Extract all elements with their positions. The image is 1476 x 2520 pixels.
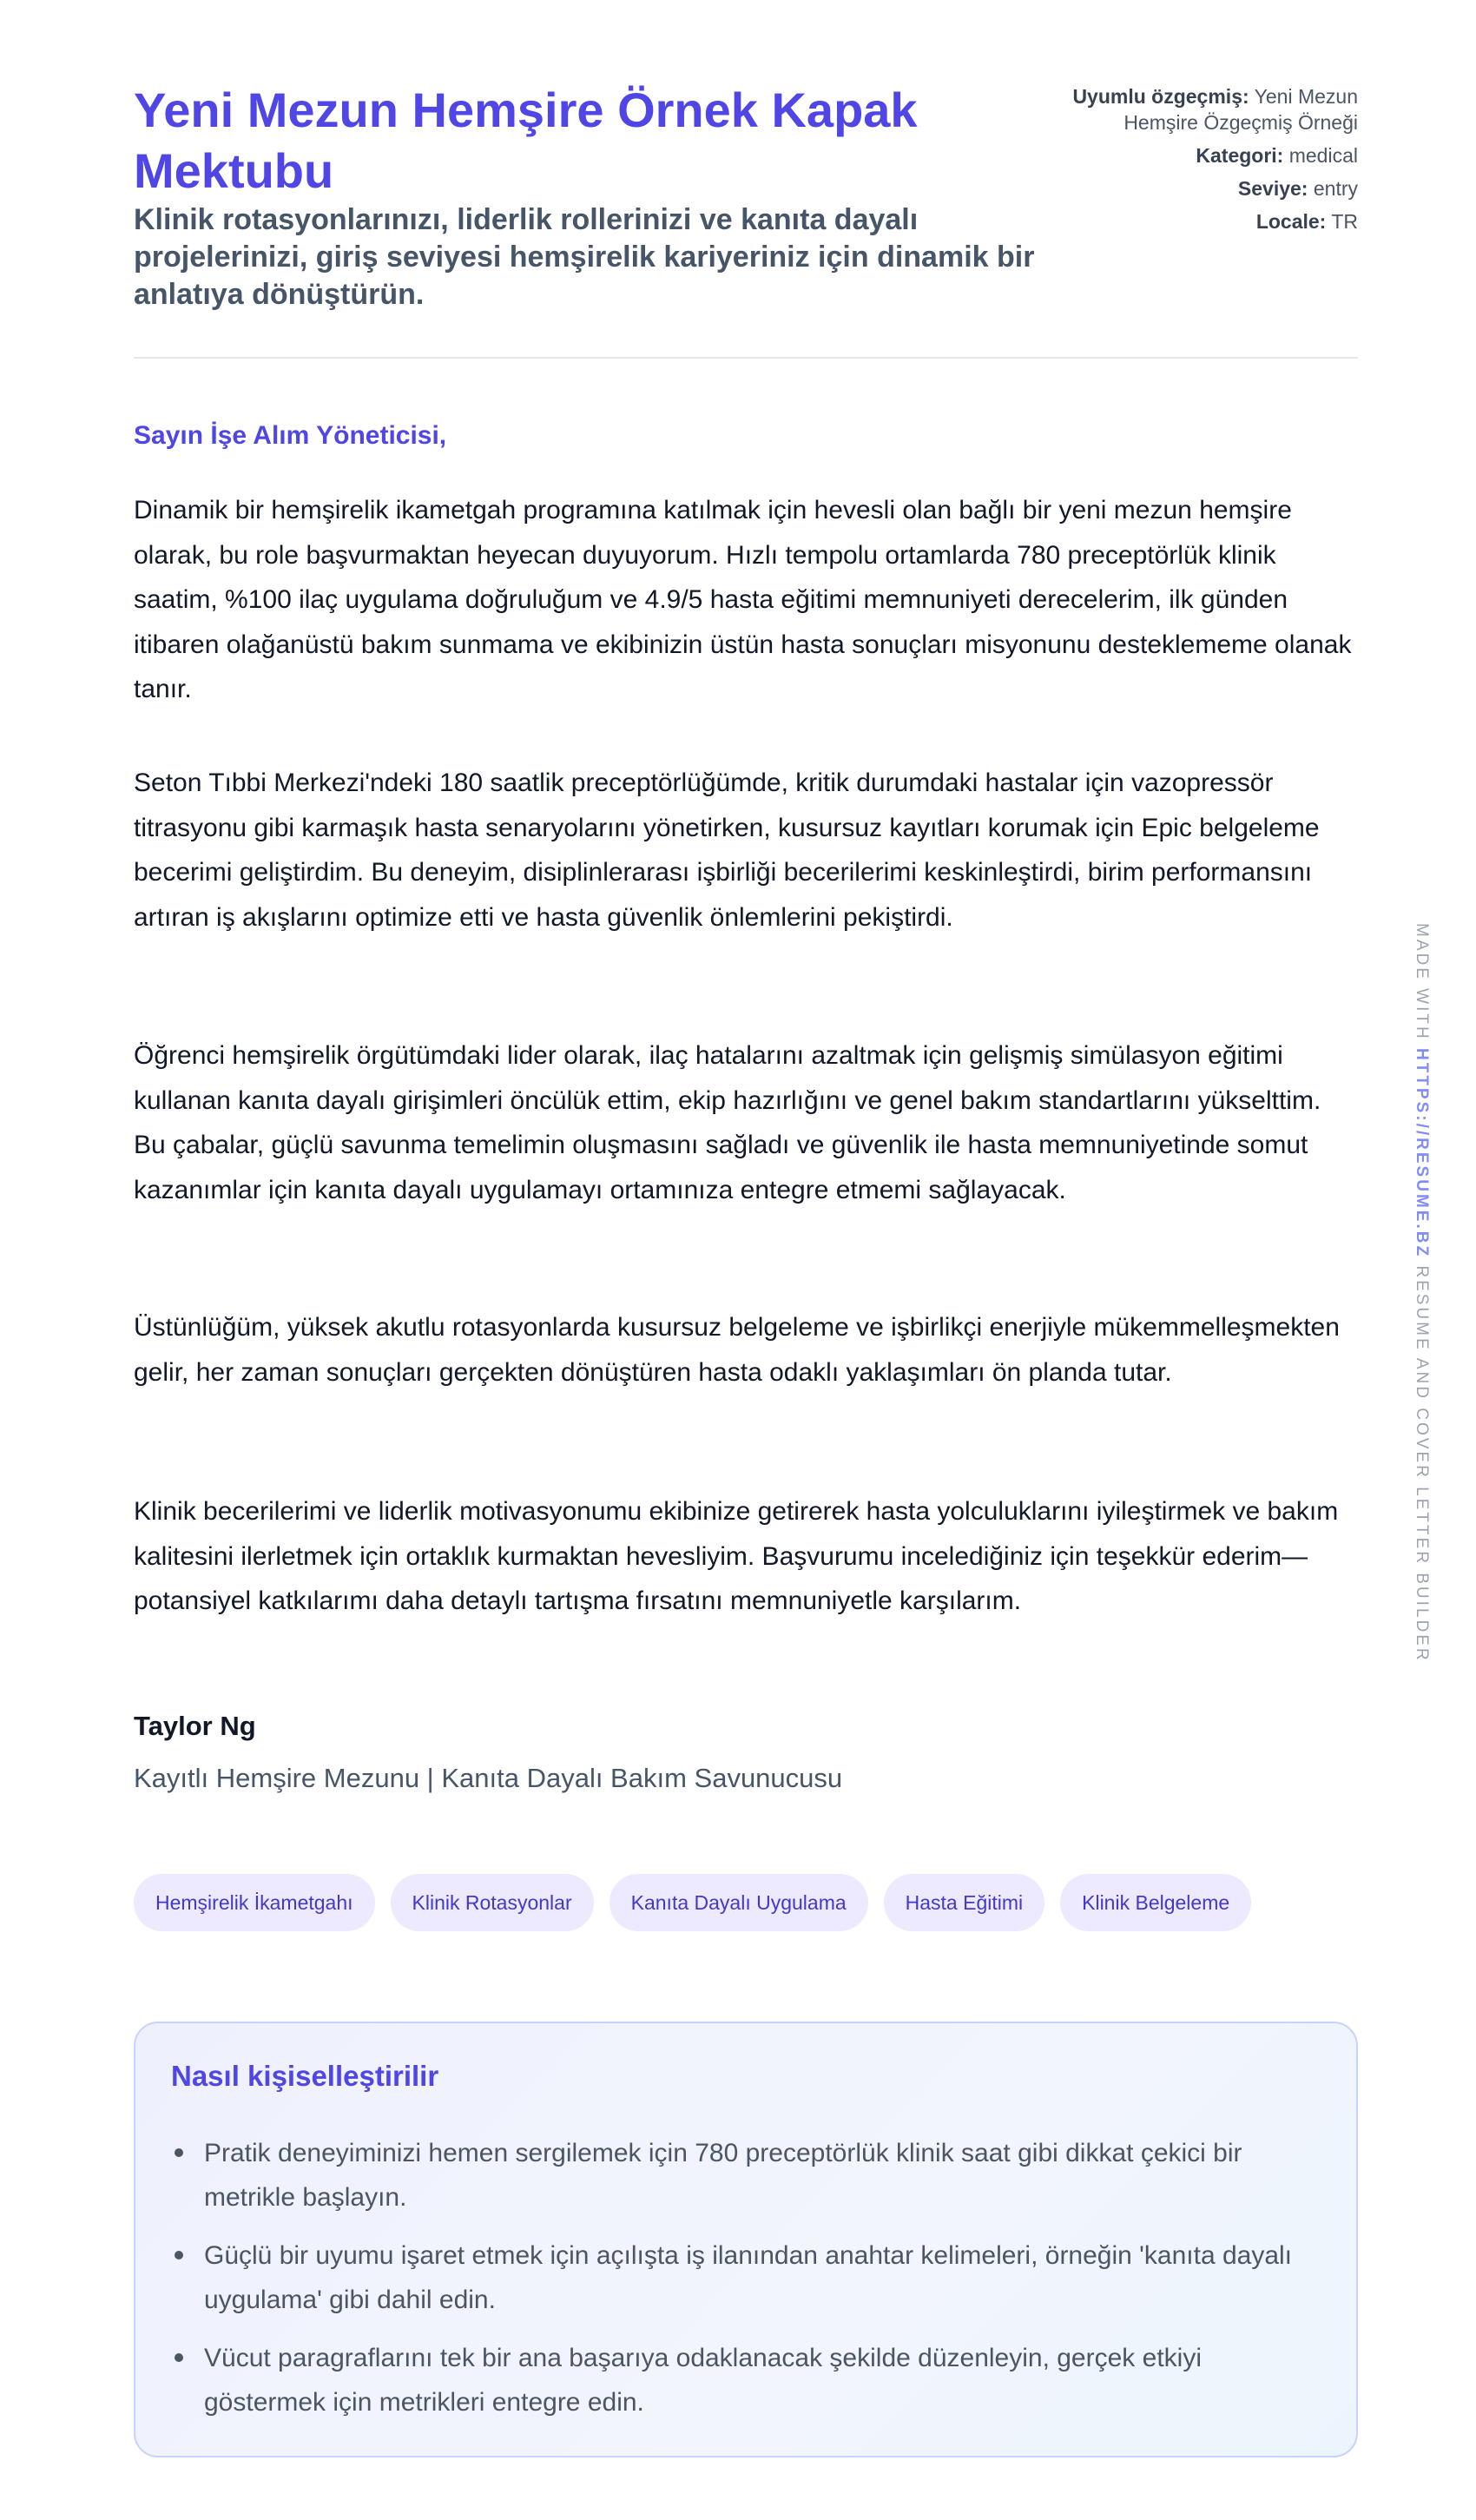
meta-resume-value: Yeni Mezun Hemşire Özgeçmiş Örneği [1123, 85, 1358, 134]
signature-title: Kayıtlı Hemşire Mezunu | Kanıta Dayalı Bakım Savunucusu [134, 1763, 843, 1793]
tag-chip: Kanıta Dayalı Uygulama [610, 1874, 868, 1931]
letter-paragraph: Dinamik bir hemşirelik ikametgah programına katılmak için hevesli olan bağlı bir yeni mezun hemşire olarak, bu role başvurmaktan heyecan duyuyorum. Hızlı tempolu ortamlarda 780 preceptörlük klinik saatim, %100 ilaç uygulama doğruluğum ve 4.9/5 hasta eğitimi memnuniyeti derecelerim, ilk günden itibaren olağanüstü bakım sunmama ve ekibinizin üstün hasta sonuçları misyonunu desteklememe olanak tanır. [134, 496, 1352, 703]
tip-text: Pratik deneyiminizi hemen sergilemek için 780 preceptörlük klinik saat gibi dikkat çekici bir metrikle başlayın. [204, 2139, 1242, 2212]
bullet-icon [175, 2251, 183, 2259]
meta-resume-label: Uyumlu özgeçmiş: [1072, 85, 1249, 108]
tip-text: Güçlü bir uyumu işaret etmek için açılışta iş ilanından anahtar kelimeleri, örneğin 'kanıta dayalı uygulama' gibi dahil edin. [204, 2241, 1293, 2314]
bullet-icon [175, 2353, 183, 2362]
page-subtitle: Klinik rotasyonlarınızı, liderlik rollerinizi ve kanıta dayalı projelerinizi, giriş seviyesi hemşirelik kariyeriniz için dinamik bir anlatıya dönüştürün. [134, 203, 1035, 311]
header [134, 0, 1358, 359]
letter-paragraph: Seton Tıbbi Merkezi'ndeki 180 saatlik preceptörlüğümde, kritik durumdaki hastalar için vazopressör titrasyonu gibi karmaşık hasta senaryolarını yönetirken, kusursuz kayıtları korumak için Epic belgeleme becerimi geliştirdim. Bu deneyim, disiplinlerarası işbirliği becerilerimi keskinleştirdi, birim performansını artıran iş akışlarını optimize etti ve hasta güvenlik önlemlerini pekiştirdi. [134, 769, 1320, 932]
meta-panel [1071, 83, 1358, 241]
letter-paragraph: Klinik becerilerimi ve liderlik motivasyonumu ekibinize getirerek hasta yolculuklarını iyileştirmek ve bakım kalitesini ilerletmek için ortaklık kurmaktan hevesliyim. Başvurumu incelediğiniz için teşekkür ederim—potansiyel katkılarımı daha detaylı tartışma fırsatını memnuniyetle karşılarım. [134, 1497, 1339, 1615]
meta-category [1071, 142, 1358, 168]
letter-paragraph: Öğrenci hemşirelik örgütümdaki lider olarak, ilaç hatalarını azaltmak için gelişmiş simülasyon eğitimi kullanan kanıta dayalı girişimleri öncülük ettim, ekip hazırlığını ve genel bakım standartlarını yükselttim. Bu çabalar, güçlü savunma temelimin oluşmasını sağladı ve güvenlik ile hasta memnuniyetinde somut kazanımlar için kanıta dayalı uygulamayı ortamınıza entegre etmemi sağlayacak. [134, 1041, 1321, 1204]
tag-chip: Klinik Rotasyonlar [391, 1874, 594, 1931]
tag-chip: Hemşirelik İkametgahı [134, 1874, 375, 1931]
watermark-suffix: RESUME AND COVER LETTER BUILDER [1413, 1265, 1431, 1663]
meta-level-value: entry [1313, 177, 1358, 200]
meta-locale [1071, 208, 1358, 234]
meta-level [1071, 175, 1358, 201]
meta-resume [1071, 83, 1358, 135]
page-title: Yeni Mezun Hemşire Örnek Kapak Mektubu [134, 82, 918, 198]
tip-item [171, 2336, 1317, 2424]
tag-chip: Hasta Eğitimi [884, 1874, 1044, 1931]
tag-chip: Klinik Belgeleme [1060, 1874, 1251, 1931]
letter-salutation: Sayın İşe Alım Yöneticisi, [134, 421, 447, 450]
bullet-icon [175, 2148, 183, 2157]
meta-locale-value: TR [1331, 210, 1358, 233]
meta-level-label: Seviye: [1237, 177, 1308, 200]
cover-letter-page [134, 0, 1358, 2417]
side-watermark [1412, 923, 1431, 1663]
meta-locale-label: Locale: [1255, 210, 1327, 233]
watermark-link[interactable]: HTTPS://RESUME.BZ [1413, 1048, 1431, 1259]
tag-list [134, 1874, 1251, 1931]
meta-category-label: Kategori: [1196, 144, 1284, 167]
tip-text: Vücut paragraflarını tek bir ana başarıya odaklanacak şekilde düzenleyin, gerçek etkiyi göstermek için metrikleri entegre edin. [204, 2344, 1202, 2417]
letter-paragraph: Üstünlüğüm, yüksek akutlu rotasyonlarda kusursuz belgeleme ve işbirlikçi enerjiyle mükemmelleşmekten gelir, her zaman sonuçları gerçekten dönüştüren hasta odaklı yaklaşımları ön planda tutar. [134, 1313, 1340, 1387]
tips-title: Nasıl kişiselleştirilir [171, 2060, 439, 2092]
tip-item [171, 2131, 1317, 2220]
tips-list [171, 2131, 1317, 2438]
signature-name: Taylor Ng [134, 1711, 256, 1741]
watermark-prefix: MADE WITH [1413, 923, 1431, 1041]
meta-category-value: medical [1288, 144, 1358, 167]
header-divider [134, 357, 1358, 359]
tip-item [171, 2233, 1317, 2322]
personalization-tips-box [134, 2022, 1358, 2457]
